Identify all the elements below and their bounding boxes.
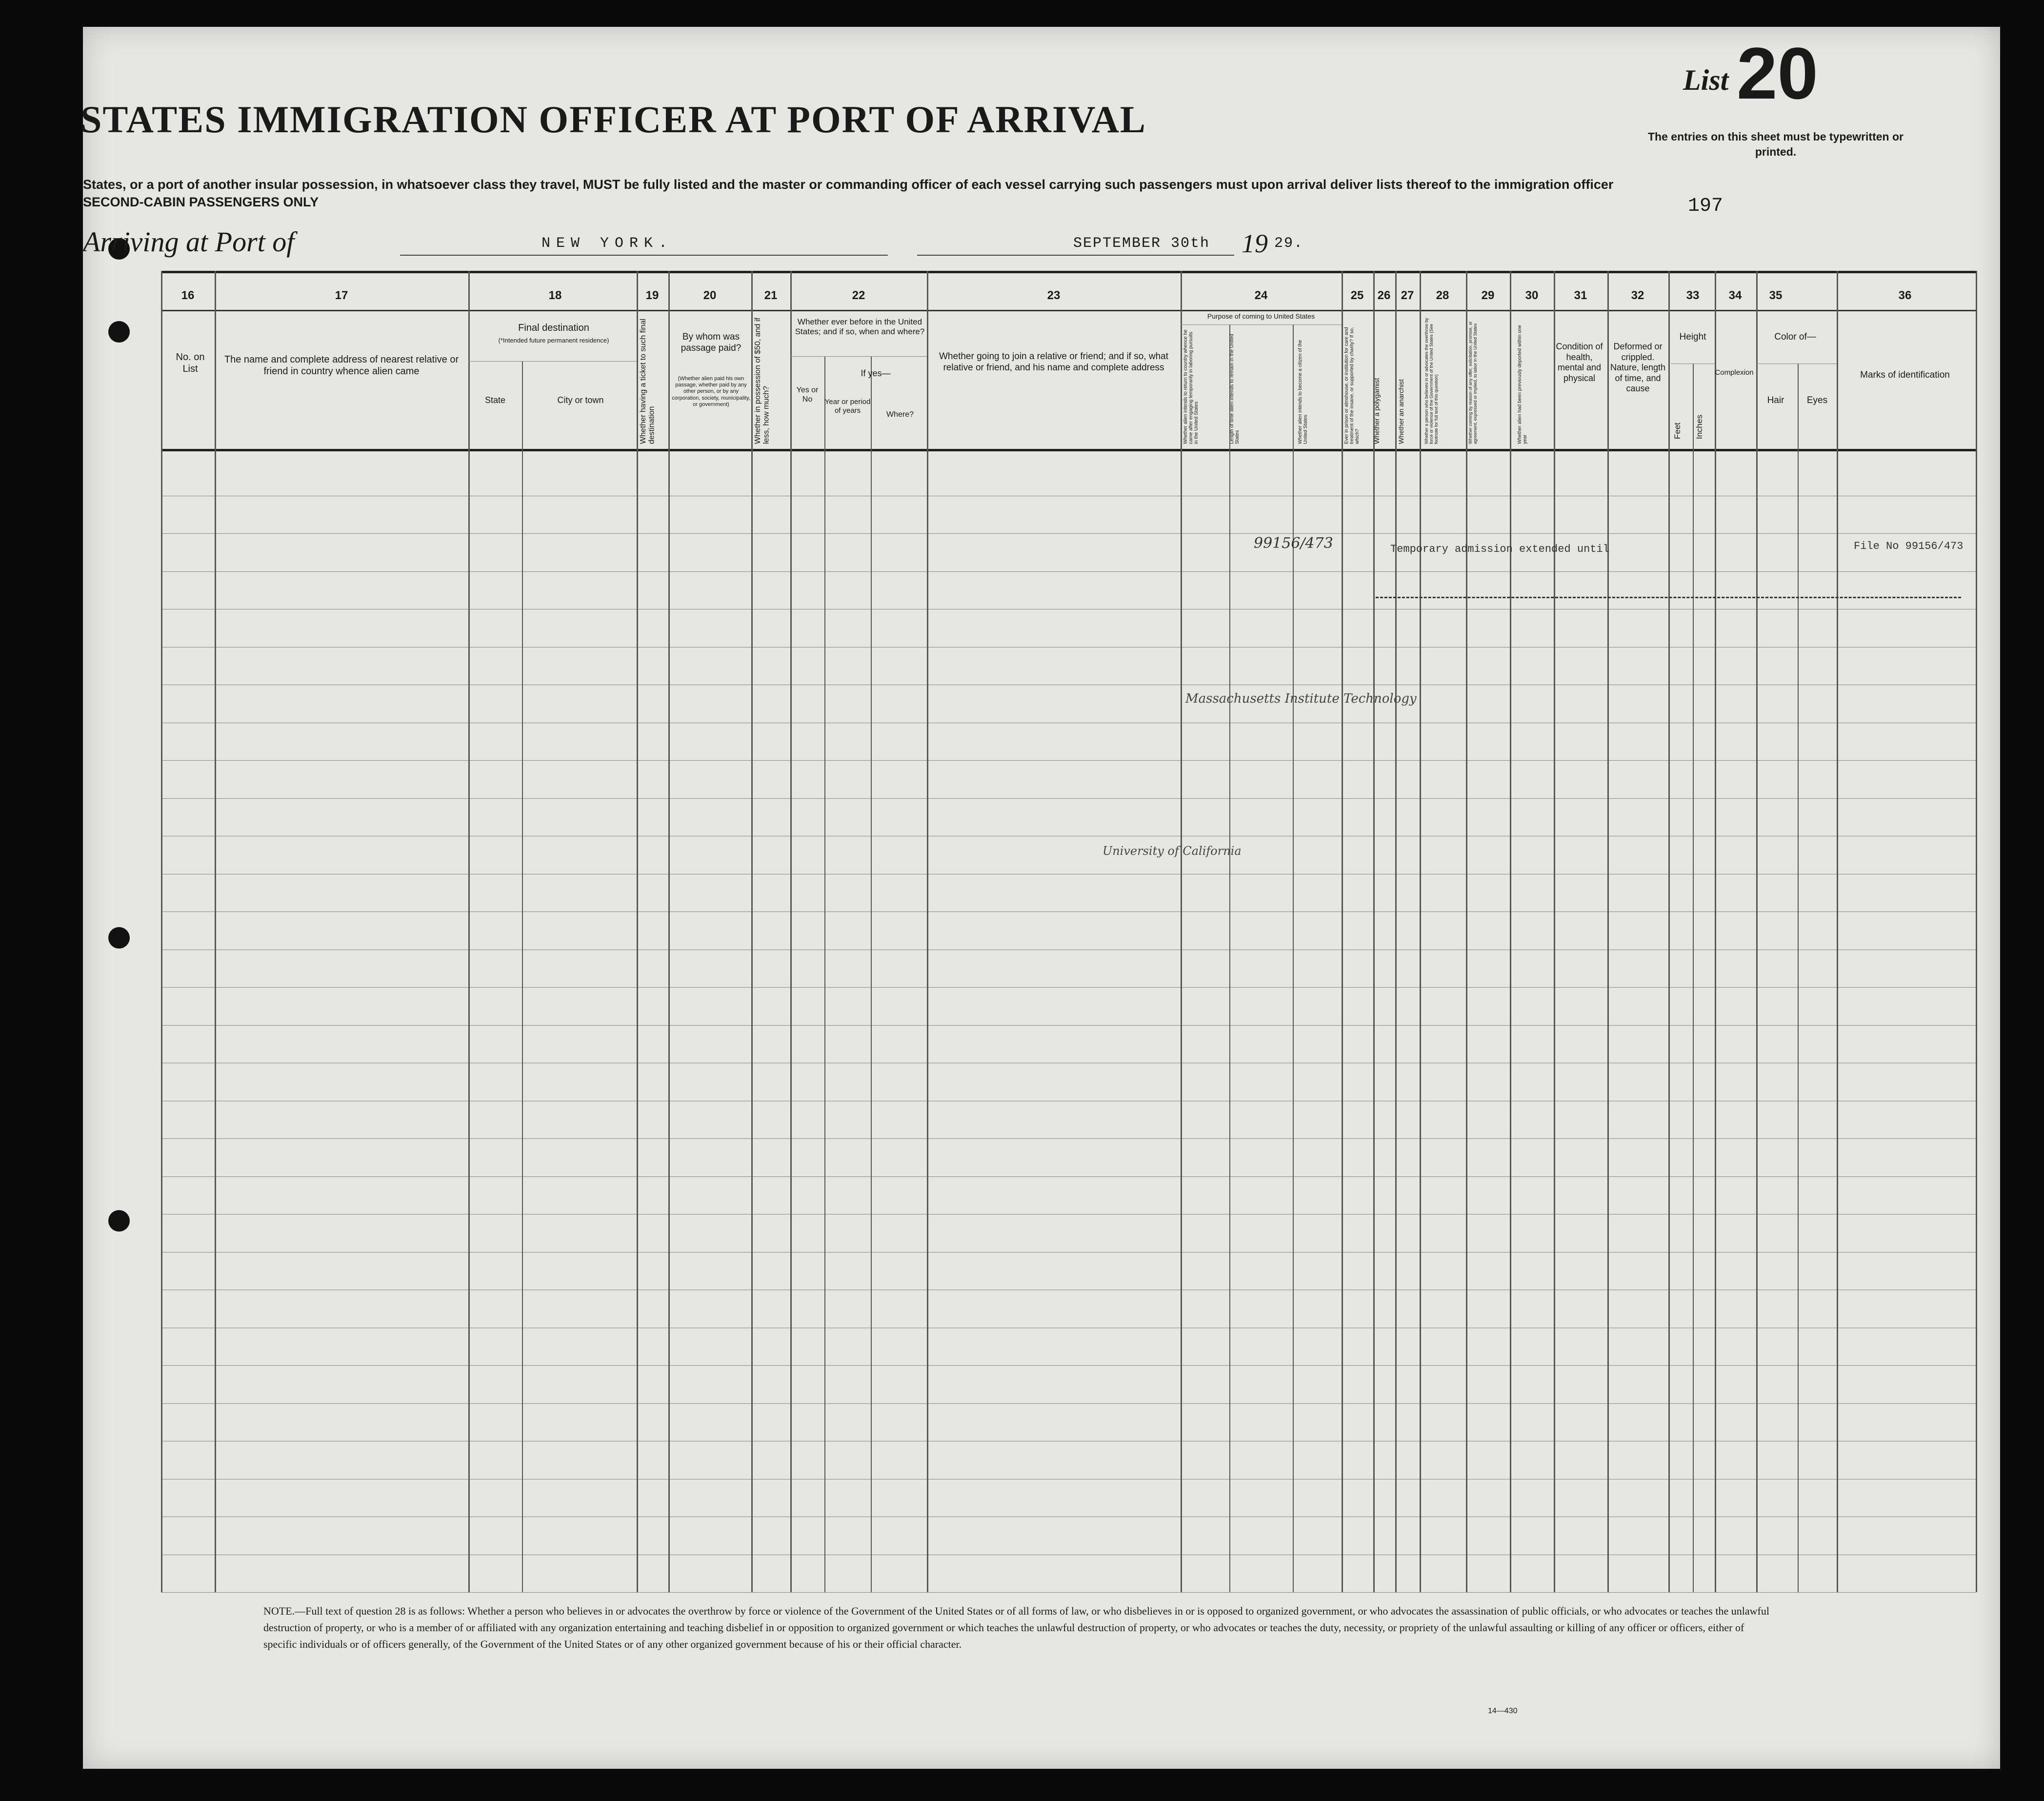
column-number: 28	[1436, 289, 1449, 302]
column-number: 24	[1254, 289, 1268, 302]
column-rule	[1837, 271, 1838, 1592]
hdr-purpose-return: Whether alien intends to return to country whence he came after engaging temporarily in laboring pursuits in the United States	[1183, 329, 1199, 444]
row-rule	[161, 571, 1976, 572]
hdr-where: Where?	[886, 410, 914, 419]
hdr-purpose-length: Length of time alien intends to remain in the United States	[1229, 334, 1240, 444]
hdr-deformed: Deformed or crippled. Nature, length of time, and cause	[1610, 342, 1666, 394]
column-rule	[1668, 271, 1670, 1592]
column-rule	[1420, 271, 1421, 1592]
hdr-fifty: Whether in possession of $50, and if less, how much?	[754, 318, 771, 444]
hdr-final-destination: Final destination	[518, 323, 589, 333]
purpose-subrule	[1181, 324, 1342, 325]
column-rule	[1466, 271, 1467, 1592]
punch-hole	[108, 927, 130, 949]
page-title: STATES IMMIGRATION OFFICER AT PORT OF ARRIVAL	[80, 98, 1146, 141]
column-rule	[468, 271, 470, 1592]
hdr-no-on-list: No. on List	[176, 352, 205, 374]
footnote-q28: NOTE.—Full text of question 28 is as follows: Whether a person who believes in or advocates the overthrow by force or violence of the Government of the United States or of all forms of law, or who disbelieves in or is opposed to organized government, or who advocates the assassination of public officials, or who advocates or teaches the unlawful destruction of property, or who is a member of or affiliated with any organization entertaining and teaching disbelief in or opposition to organized government or which teaches the unlawful destruction of property, or who advocates or teaches the duty, necessity, or propriety of the unlawful assaulting or killing of any officer or officers, either of specific individuals or of officers generally, of the Government of the United States or of any other organized government because of his or their official character.	[263, 1605, 1769, 1651]
year-suffix: 29.	[1274, 235, 1304, 252]
hdr-q28: Whether a person who believes in or advocates the overthrow by force or violence of the Government of the United States (See footnote for full text of this question)	[1424, 318, 1439, 444]
hdr-feet: Feet	[1673, 422, 1682, 439]
column-rule	[1181, 271, 1182, 1592]
sub-column-rule	[1798, 364, 1799, 1592]
row3-temp-admission: Temporary admission extended until	[1390, 543, 1609, 555]
row11-school-handwritten: University of California	[1102, 844, 1242, 858]
column-number: 23	[1047, 289, 1061, 302]
subtext-line: States, or a port of another insular possession, in whatsoever class they travel, MUST be fully listed and the master or commanding officer of each vessel carrying such passengers must upon arrival deliver lists thereof to the immigration officer	[83, 177, 1614, 192]
row3-file-label: File No 99156/473	[1854, 540, 1964, 552]
table-top-rule	[161, 271, 1976, 273]
colnum-rule	[161, 310, 1976, 311]
column-number: 17	[335, 289, 348, 302]
column-number: 21	[764, 289, 778, 302]
column-rule	[1395, 271, 1397, 1592]
hdr-ticket: Whether having a ticket to such final destination	[639, 318, 656, 444]
column-rule	[668, 271, 670, 1592]
row-rule	[161, 1403, 1976, 1404]
column-rule	[1715, 271, 1716, 1592]
column-rule	[161, 271, 162, 1592]
column-number: 18	[548, 289, 562, 302]
column-rule	[927, 271, 928, 1592]
hdr-health: Condition of health, mental and physical	[1556, 342, 1603, 383]
hdr-final-destination-note: (*Intended future permanent residence)	[498, 337, 609, 344]
citizen-dash	[1376, 597, 1961, 598]
manifest-sheet	[83, 27, 2000, 1769]
column-number: 34	[1728, 289, 1742, 302]
row-rule	[161, 1592, 1976, 1593]
hdr-purpose: Purpose of coming to United States	[1207, 312, 1315, 320]
hdr-prison: Ever in prison or almshouse, or institution for care and treatment of the insane, or supported by charity? If so, which?	[1344, 327, 1360, 444]
hdr-if-yes: If yes—	[861, 368, 891, 378]
column-number: 27	[1401, 289, 1414, 302]
column-number: 20	[703, 289, 717, 302]
row-rule	[161, 911, 1976, 912]
hdr-polygamist: Whether a polygamist	[1373, 378, 1381, 444]
column-rule	[790, 271, 792, 1592]
list-number: 20	[1737, 32, 1818, 114]
year-prefix: 19	[1242, 229, 1268, 258]
hdr-city: City or town	[557, 395, 604, 405]
list-label: List	[1683, 64, 1729, 96]
row3-file-handwritten: 99156/473	[1254, 535, 1333, 552]
column-number: 33	[1686, 289, 1700, 302]
port-value: NEW YORK.	[541, 235, 674, 252]
hdr-hair: Hair	[1767, 395, 1784, 405]
sub-column-rule	[522, 361, 523, 1592]
row-rule	[161, 1365, 1976, 1366]
sub-column-rule	[1293, 324, 1294, 1592]
column-number: 19	[645, 289, 659, 302]
hdr-eyes: Eyes	[1806, 395, 1828, 405]
hdr-before: Whether ever before in the United States; and if so, when and where?	[795, 317, 925, 337]
final-dest-subrule	[468, 361, 637, 362]
column-rule	[1976, 271, 1977, 1592]
column-rule	[215, 271, 216, 1592]
column-rule	[637, 271, 638, 1592]
before-subrule	[790, 356, 927, 357]
punch-hole	[108, 321, 130, 343]
hdr-join: Whether going to join a relative or friend; and if so, what relative or friend, and his name and complete address	[939, 351, 1168, 373]
column-number: 35	[1769, 289, 1783, 302]
arriving-label: Arriving at Port of	[83, 226, 295, 258]
column-number: 29	[1481, 289, 1495, 302]
column-rule	[1342, 271, 1343, 1592]
column-rule	[1510, 271, 1511, 1592]
form-number: 14—430	[1488, 1707, 1518, 1715]
hdr-passage: By whom was passage paid?	[681, 332, 741, 353]
row-rule	[161, 987, 1976, 988]
column-number: 22	[852, 289, 865, 302]
sub-column-rule	[824, 356, 825, 1592]
row-rule	[161, 1138, 1976, 1139]
column-rule	[1607, 271, 1609, 1592]
sub-column-rule	[1693, 364, 1694, 1592]
column-rule	[751, 271, 753, 1592]
column-rule	[1756, 271, 1758, 1592]
sub-column-rule	[1229, 324, 1230, 1592]
hdr-passage-note: (Whether alien paid his own passage, whether paid by any other person, or by any corporation, society, municipality, or government)	[672, 376, 750, 407]
class-line: SECOND-CABIN PASSENGERS ONLY	[83, 195, 319, 210]
hdr-inches: Inches	[1695, 414, 1704, 439]
column-rule	[1373, 271, 1375, 1592]
column-number: 32	[1631, 289, 1644, 302]
hdr-q29: Whether coming by reason of any offer, solicitation, promise, or agreement, expressed or implied, to labor in the United States	[1468, 321, 1478, 444]
punch-hole	[108, 1210, 130, 1232]
header-bottom-rule	[161, 449, 1976, 451]
port-line	[400, 255, 888, 256]
row7-school-handwritten: Massachusetts Institute Technology	[1185, 691, 1417, 706]
hdr-state: State	[484, 395, 506, 405]
row-rule	[161, 1176, 1976, 1177]
row-rule	[161, 1025, 1976, 1026]
row-rule	[161, 1252, 1976, 1253]
hdr-purpose-citizen: Whether alien intends to become a citizen of the United States	[1298, 340, 1308, 444]
hdr-anarchist: Whether an anarchist	[1397, 379, 1405, 444]
column-number: 30	[1525, 289, 1539, 302]
column-number: 36	[1898, 289, 1912, 302]
row-rule	[161, 533, 1976, 534]
sub-column-rule	[871, 356, 872, 1592]
column-number: 31	[1574, 289, 1587, 302]
hdr-q30: Whether alien had been previously deported within one year	[1517, 324, 1528, 444]
header-subtext	[83, 176, 1668, 211]
hdr-relative: The name and complete address of nearest relative or friend in country whence alien came	[224, 354, 459, 377]
hdr-height: Height	[1679, 332, 1706, 342]
column-number: 16	[181, 289, 195, 302]
file-number: 197	[1688, 195, 1723, 217]
hdr-color-of: Color of—	[1774, 332, 1816, 342]
column-number: 25	[1350, 289, 1364, 302]
row-rule	[161, 760, 1976, 761]
column-rule	[1554, 271, 1555, 1592]
typewritten-instruction: The entries on this sheet must be typewritten or printed.	[1648, 130, 1904, 159]
row-rule	[161, 798, 1976, 799]
date-value: SEPTEMBER 30th	[1073, 235, 1210, 252]
row-rule	[161, 647, 1976, 648]
hdr-marks: Marks of identification	[1860, 370, 1950, 380]
date-line	[917, 255, 1234, 256]
hdr-complexion: Complexion	[1715, 368, 1754, 377]
hdr-year-period: Year or period of years	[824, 398, 871, 415]
column-number: 26	[1377, 289, 1391, 302]
hdr-yes-no: Yes or No	[796, 386, 819, 404]
